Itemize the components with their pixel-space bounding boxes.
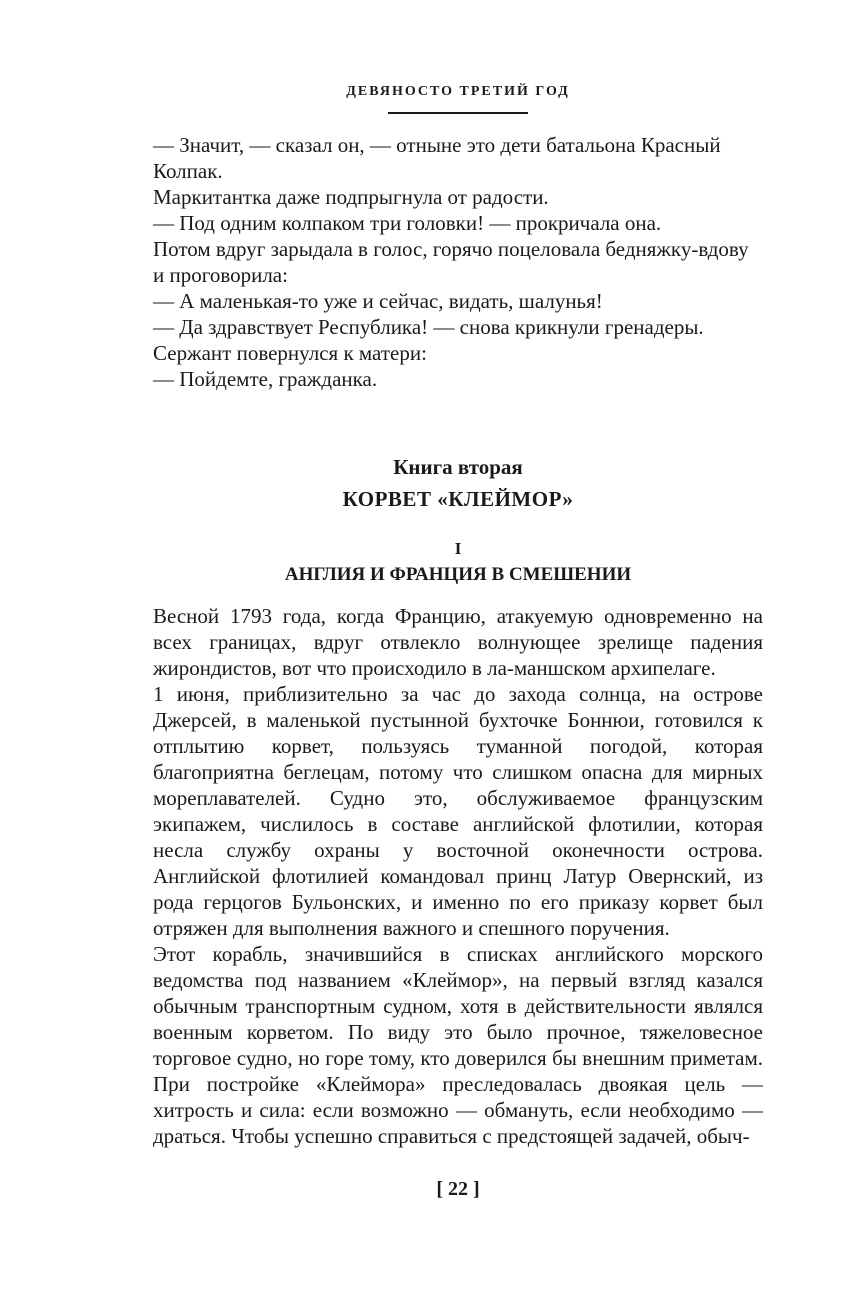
intro-line: — Значит, — сказал он, — отныне это дети батальона Красный Колпак. (153, 133, 721, 183)
intro-line: — Пойдемте, гражданка. (153, 367, 378, 391)
intro-line: — А маленькая-то уже и сейчас, видать, шалунья! (153, 289, 603, 313)
chapter-title: АНГЛИЯ И ФРАНЦИЯ В СМЕШЕНИИ (284, 564, 632, 585)
paragraph: Весной 1793 года, когда Францию, атакуемую одновременно на всех границах, вдруг отвлекло волнующее зрелище падения жирондистов, вот что происходило в ла-маншском архипелаге. (153, 604, 763, 680)
intro-line: — Да здравствует Республика! — снова крикнули гренадеры. (153, 315, 704, 339)
intro-line: Потом вдруг зарыдала в голос, горячо поцеловала бедняжку-вдову и проговорила: (153, 237, 749, 287)
book-title: КОРВЕТ «КЛЕЙМОР» (342, 487, 574, 511)
running-head-rule (388, 112, 528, 114)
paragraph: Этот корабль, значившийся в списках английского морского ведомства под названием «Клеймор», на первый взгляд казался обычным транспортным судном, хотя в действительности являлся военным корветом. По виду это было прочное, тяжеловесное торговое судно, но горе тому, кто доверился бы внешним приметам. При постройке «Клеймора» преследовалась двоякая цель — хитрость и сила: если возможно — обмануть, если необходимо — драться. Чтобы успешно справиться с предстоящей задачей, обыч- (153, 942, 763, 1148)
running-head: ДЕВЯНОСТО ТРЕТИЙ ГОД (346, 84, 570, 99)
intro-line: — Под одним колпаком три головки! — прокричала она. (153, 211, 662, 235)
paragraph: 1 июня, приблизительно за час до захода солнца, на острове Джерсей, в маленькой пустынной бухточке Боннюи, готовился к отплытию корвет, пользуясь туманной погодой, которая благоприятна беглецам, потому что слишком опасна для мирных мореплавателей. Судно это, обслуживаемое французским экипажем, числилось в составе английской флотилии, которая несла службу охраны у восточной оконечности острова. Английской флотилией командовал принц Латур Овернский, из рода герцогов Бульонских, и именно по его приказу корвет был отряжен для выполнения важного и спешного поручения. (153, 682, 763, 940)
chapter-body (153, 603, 763, 1149)
book-page (153, 0, 763, 1299)
chapter-number: I (454, 539, 462, 558)
page-number: [ 22 ] (436, 1178, 480, 1200)
intro-line: Сержант повернулся к матери: (153, 341, 427, 365)
book-subtitle: Книга вторая (393, 455, 523, 479)
book-header (153, 452, 763, 588)
intro-dialogue (153, 132, 763, 392)
intro-line: Маркитантка даже подпрыгнула от радости. (153, 185, 549, 209)
